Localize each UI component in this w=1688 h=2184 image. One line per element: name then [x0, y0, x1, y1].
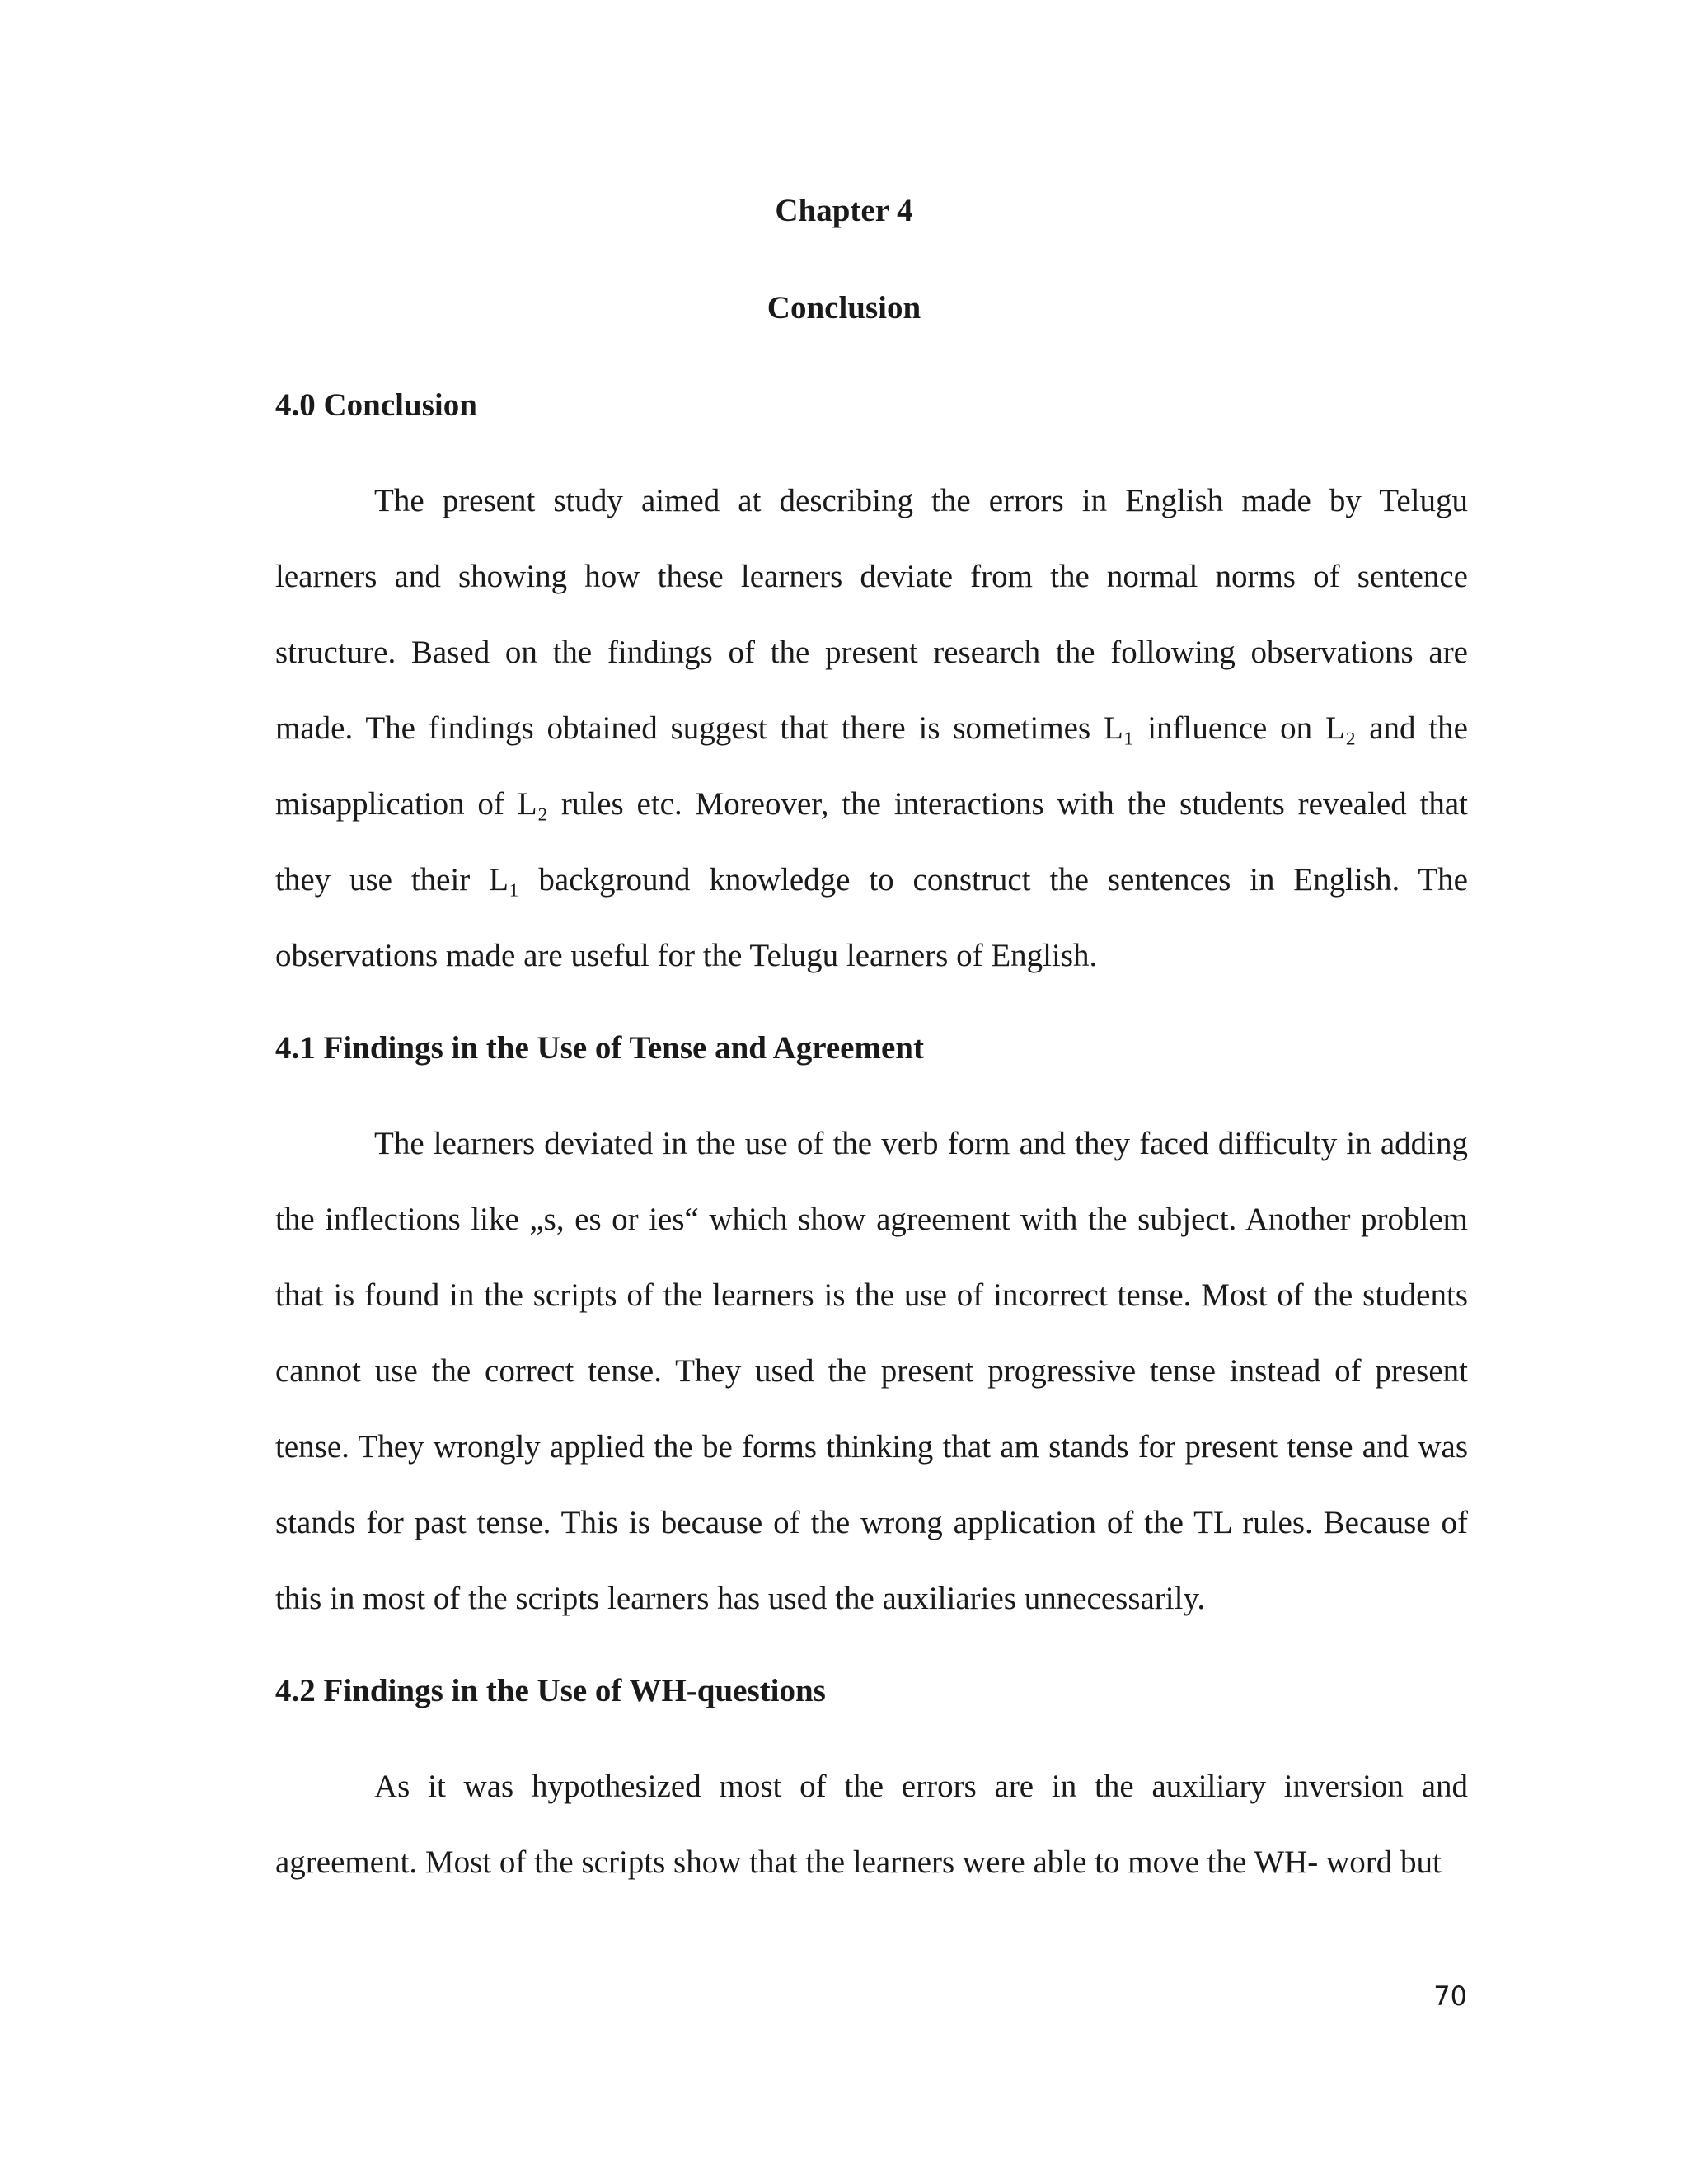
paragraph-line: the inflections like „s, es or ies“ which show agreement with the subject. Another problem [275, 1202, 1468, 1237]
paragraph-line: tense. They wrongly applied the be forms thinking that am stands for present tense and was [275, 1429, 1468, 1465]
chapter-title: Conclusion [767, 290, 921, 326]
paragraph-line: observations made are useful for the Telugu learners of English. [275, 938, 1098, 973]
paragraph-line: they use their L₁ background knowledge to construct the sentences in English. The [275, 862, 1468, 898]
paragraph-line: made. The findings obtained suggest that there is sometimes L₁ influence on L₂ and the [275, 710, 1468, 746]
section-heading-4-1: 4.1 Findings in the Use of Tense and Agreement [275, 1030, 924, 1066]
paragraph-line: agreement. Most of the scripts show that the learners were able to move the WH- word but [275, 1844, 1442, 1880]
paragraph-line: misapplication of L₂ rules etc. Moreover, the interactions with the students revealed that [275, 786, 1468, 822]
section-heading-4-2: 4.2 Findings in the Use of WH-questions [275, 1673, 826, 1708]
paragraph-line: The learners deviated in the use of the verb form and they faced difficulty in adding [374, 1126, 1468, 1161]
paragraph-line: As it was hypothesized most of the errors are in the auxiliary inversion and [374, 1769, 1468, 1804]
paragraph-line: stands for past tense. This is because of the wrong application of the TL rules. Because of [275, 1505, 1468, 1540]
paragraph-line: cannot use the correct tense. They used the present progressive tense instead of present [275, 1353, 1468, 1389]
page-number: 70 [1433, 1980, 1467, 2012]
paragraph-line: learners and showing how these learners deviate from the normal norms of sentence [275, 559, 1468, 594]
paragraph-line: this in most of the scripts learners has used the auxiliaries unnecessarily. [275, 1581, 1206, 1616]
paragraph-line: The present study aimed at describing the errors in English made by Telugu [374, 483, 1468, 518]
chapter-number: Chapter 4 [775, 193, 913, 228]
paragraph-line: structure. Based on the findings of the present research the following observations are [275, 635, 1468, 670]
paragraph-line: that is found in the scripts of the learners is the use of incorrect tense. Most of the students [275, 1277, 1468, 1313]
section-heading-4-0: 4.0 Conclusion [275, 387, 477, 423]
